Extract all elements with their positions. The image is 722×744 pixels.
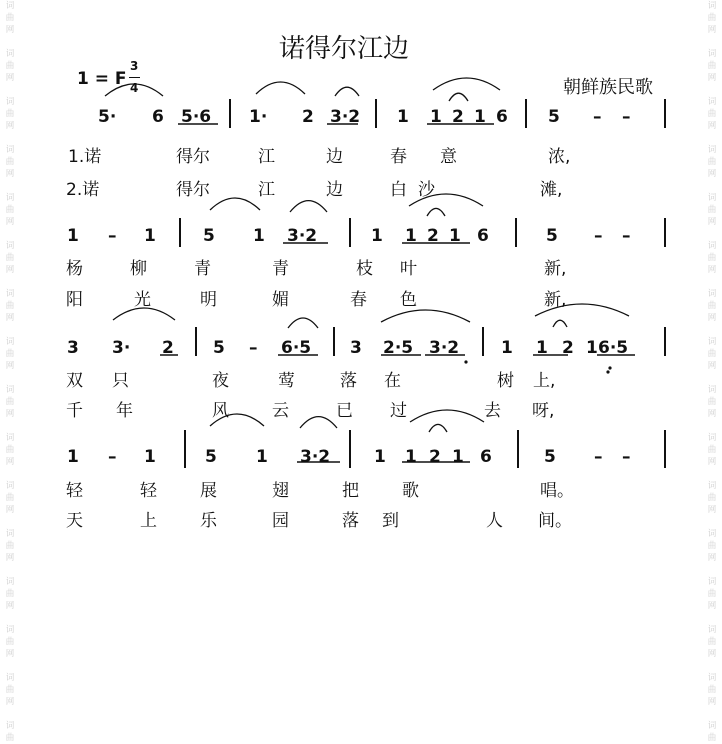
slur bbox=[300, 417, 337, 428]
lyric-verse-2: 春 bbox=[350, 290, 367, 310]
jianpu-note: 1 bbox=[397, 107, 409, 127]
lyric-verse-1: 翅 bbox=[272, 481, 289, 501]
lyric-verse-1: 青 bbox=[272, 259, 289, 279]
lyric-verse-2: 年 bbox=[116, 401, 133, 421]
jianpu-note: 1 bbox=[405, 226, 417, 246]
jianpu-note: – bbox=[593, 107, 602, 127]
lyric-verse-1: 把 bbox=[342, 481, 359, 501]
jianpu-note: – bbox=[108, 226, 117, 246]
lyric-verse-2: 光 bbox=[134, 290, 151, 310]
lyric-verse-2: 呀, bbox=[532, 401, 555, 421]
lyric-verse-1: 浓, bbox=[548, 147, 571, 167]
lyric-verse-2: 2.诺 bbox=[66, 180, 100, 200]
slur bbox=[553, 320, 567, 327]
jianpu-note: 2·5 bbox=[383, 338, 414, 358]
lyric-verse-1: 上, bbox=[533, 371, 556, 391]
lyric-verse-1: 落 bbox=[340, 371, 357, 391]
jianpu-note: 5 bbox=[544, 447, 556, 467]
jianpu-note: 1 bbox=[144, 226, 156, 246]
jianpu-note: 2 bbox=[302, 107, 314, 127]
lyric-verse-1: 只 bbox=[112, 371, 129, 391]
slur bbox=[210, 414, 264, 426]
slur bbox=[427, 208, 445, 216]
jianpu-note: – bbox=[622, 107, 631, 127]
lyric-verse-1: 轻 bbox=[66, 481, 83, 501]
lyric-verse-2: 去 bbox=[484, 401, 501, 421]
lyric-verse-2: 得尔 bbox=[176, 180, 210, 200]
slur bbox=[381, 310, 470, 322]
octave-dot bbox=[606, 370, 609, 373]
lyric-verse-1: 在 bbox=[384, 371, 401, 391]
slur bbox=[113, 308, 175, 320]
slur bbox=[535, 304, 629, 316]
jianpu-note: 3 bbox=[67, 338, 79, 358]
jianpu-note: 2 bbox=[429, 447, 441, 467]
jianpu-note: 5· bbox=[98, 107, 117, 127]
jianpu-note: 1 bbox=[586, 338, 598, 358]
lyric-verse-1: 边 bbox=[326, 147, 343, 167]
jianpu-note: 1 bbox=[253, 226, 265, 246]
slur bbox=[290, 201, 327, 212]
jianpu-note: 1 bbox=[452, 447, 464, 467]
jianpu-note: 6 bbox=[496, 107, 508, 127]
jianpu-note: 1 bbox=[374, 447, 386, 467]
jianpu-note: 1 bbox=[501, 338, 513, 358]
lyric-verse-1: 歌 bbox=[402, 481, 419, 501]
jianpu-note: 1 bbox=[449, 226, 461, 246]
lyric-verse-1: 春 bbox=[390, 147, 407, 167]
slur bbox=[409, 194, 483, 206]
lyric-verse-2: 色 bbox=[400, 290, 417, 310]
lyric-verse-1: 叶 bbox=[400, 259, 417, 279]
jianpu-note: 1 bbox=[474, 107, 486, 127]
jianpu-note: 5 bbox=[203, 226, 215, 246]
slur bbox=[433, 78, 500, 90]
jianpu-note: 1 bbox=[371, 226, 383, 246]
lyric-verse-2: 上 bbox=[140, 511, 157, 531]
lyric-verse-1: 1.诺 bbox=[68, 147, 102, 167]
jianpu-note: 2 bbox=[427, 226, 439, 246]
lyric-verse-2: 人 bbox=[486, 511, 503, 531]
lyric-verse-1: 江 bbox=[258, 147, 275, 167]
lyric-verse-1: 莺 bbox=[278, 371, 295, 391]
lyric-verse-1: 意 bbox=[440, 147, 457, 167]
lyric-verse-2: 滩, bbox=[540, 180, 563, 200]
slur bbox=[410, 410, 484, 422]
slur bbox=[449, 93, 468, 101]
jianpu-note: 3·2 bbox=[429, 338, 460, 358]
lyric-verse-1: 柳 bbox=[130, 259, 147, 279]
jianpu-note: 1 bbox=[67, 447, 79, 467]
lyric-verse-2: 媚 bbox=[272, 290, 289, 310]
slur bbox=[288, 318, 318, 328]
time-signature-bottom: 4 bbox=[130, 81, 139, 95]
jianpu-note: 3 bbox=[350, 338, 362, 358]
song-origin: 朝鲜族民歌 bbox=[563, 77, 653, 98]
jianpu-note: 5 bbox=[213, 338, 225, 358]
lyric-verse-2: 落 bbox=[342, 511, 359, 531]
jianpu-note: 1 bbox=[430, 107, 442, 127]
slur bbox=[105, 81, 163, 96]
jianpu-note: 1 bbox=[256, 447, 268, 467]
lyric-verse-2: 风 bbox=[212, 401, 229, 421]
slur bbox=[256, 82, 305, 94]
octave-dot bbox=[608, 366, 611, 369]
jianpu-note: 2 bbox=[452, 107, 464, 127]
lyric-verse-2: 云 bbox=[272, 401, 289, 421]
lyric-verse-1: 得尔 bbox=[176, 147, 210, 167]
lyric-verse-2: 边 bbox=[326, 180, 343, 200]
jianpu-note: – bbox=[594, 226, 603, 246]
lyric-verse-1: 轻 bbox=[140, 481, 157, 501]
lyric-verse-1: 唱。 bbox=[540, 481, 574, 501]
lyric-verse-2: 明 bbox=[200, 290, 217, 310]
lyric-verse-2: 新, bbox=[544, 290, 567, 310]
jianpu-note: 2 bbox=[562, 338, 574, 358]
jianpu-note: 6 bbox=[477, 226, 489, 246]
lyric-verse-1: 双 bbox=[66, 371, 83, 391]
watermark-right: 词 曲 网 词 曲 网 词 曲 网 词 曲 网 词 曲 网 词 曲 网 词 曲 网 词 曲 网 词 曲 网 词 曲 网 词 曲 网 词 曲 网 词 曲 网 词 曲 网 词 曲 网 词 曲 bbox=[707, 1, 717, 743]
jianpu-note: 1 bbox=[405, 447, 417, 467]
lyric-verse-2: 到 bbox=[382, 511, 399, 531]
lyric-verse-2: 过 bbox=[390, 401, 407, 421]
jianpu-note: – bbox=[249, 338, 258, 358]
time-signature-top: 3 bbox=[130, 59, 139, 73]
jianpu-note: 1· bbox=[249, 107, 268, 127]
jianpu-note: 2 bbox=[162, 338, 174, 358]
lyric-verse-1: 新, bbox=[544, 259, 567, 279]
jianpu-note: 5·6 bbox=[181, 107, 212, 127]
octave-dot bbox=[464, 360, 467, 363]
lyric-verse-1: 杨 bbox=[66, 259, 83, 279]
jianpu-note: 1 bbox=[144, 447, 156, 467]
lyric-verse-2: 间。 bbox=[538, 511, 572, 531]
lyric-verse-2: 乐 bbox=[200, 511, 217, 531]
jianpu-note: – bbox=[108, 447, 117, 467]
jianpu-note: – bbox=[622, 447, 631, 467]
lyric-verse-2: 阳 bbox=[66, 290, 83, 310]
page-title: 诺得尔江边 bbox=[279, 34, 410, 64]
jianpu-note: 6·5 bbox=[281, 338, 312, 358]
jianpu-note: 6·5 bbox=[598, 338, 629, 358]
jianpu-note: 1 bbox=[67, 226, 79, 246]
jianpu-note: – bbox=[622, 226, 631, 246]
jianpu-note: 3·2 bbox=[300, 447, 331, 467]
lyric-verse-2: 千 bbox=[66, 401, 83, 421]
lyric-verse-1: 枝 bbox=[356, 259, 373, 279]
jianpu-note: 5 bbox=[546, 226, 558, 246]
jianpu-note: 3· bbox=[112, 338, 131, 358]
jianpu-note: 3·2 bbox=[330, 107, 361, 127]
jianpu-note: 6 bbox=[480, 447, 492, 467]
lyric-verse-1: 夜 bbox=[212, 371, 229, 391]
lyric-verse-1: 展 bbox=[200, 481, 217, 501]
lyric-verse-2: 白 bbox=[390, 180, 407, 200]
jianpu-note: 5 bbox=[205, 447, 217, 467]
key-signature: 1 = F bbox=[77, 69, 127, 89]
jianpu-note: 3·2 bbox=[287, 226, 318, 246]
slur bbox=[335, 87, 359, 96]
watermark-left: 词 曲 网 词 曲 网 词 曲 网 词 曲 网 词 曲 网 词 曲 网 词 曲 网 词 曲 网 词 曲 网 词 曲 网 词 曲 网 词 曲 网 词 曲 网 词 曲 网 词 曲 网 词 曲 bbox=[5, 1, 15, 743]
lyric-verse-2: 已 bbox=[336, 401, 353, 421]
lyric-verse-2: 园 bbox=[272, 511, 289, 531]
jianpu-note: – bbox=[594, 447, 603, 467]
lyric-verse-1: 树 bbox=[497, 371, 514, 391]
lyric-verse-2: 沙 bbox=[418, 180, 435, 200]
lyric-verse-2: 江 bbox=[258, 180, 275, 200]
jianpu-note: 6 bbox=[152, 107, 164, 127]
lyric-verse-2: 天 bbox=[66, 511, 83, 531]
slur bbox=[429, 424, 447, 432]
slur bbox=[210, 198, 260, 210]
jianpu-note: 5 bbox=[548, 107, 560, 127]
jianpu-note: 1 bbox=[536, 338, 548, 358]
lyric-verse-1: 青 bbox=[194, 259, 211, 279]
